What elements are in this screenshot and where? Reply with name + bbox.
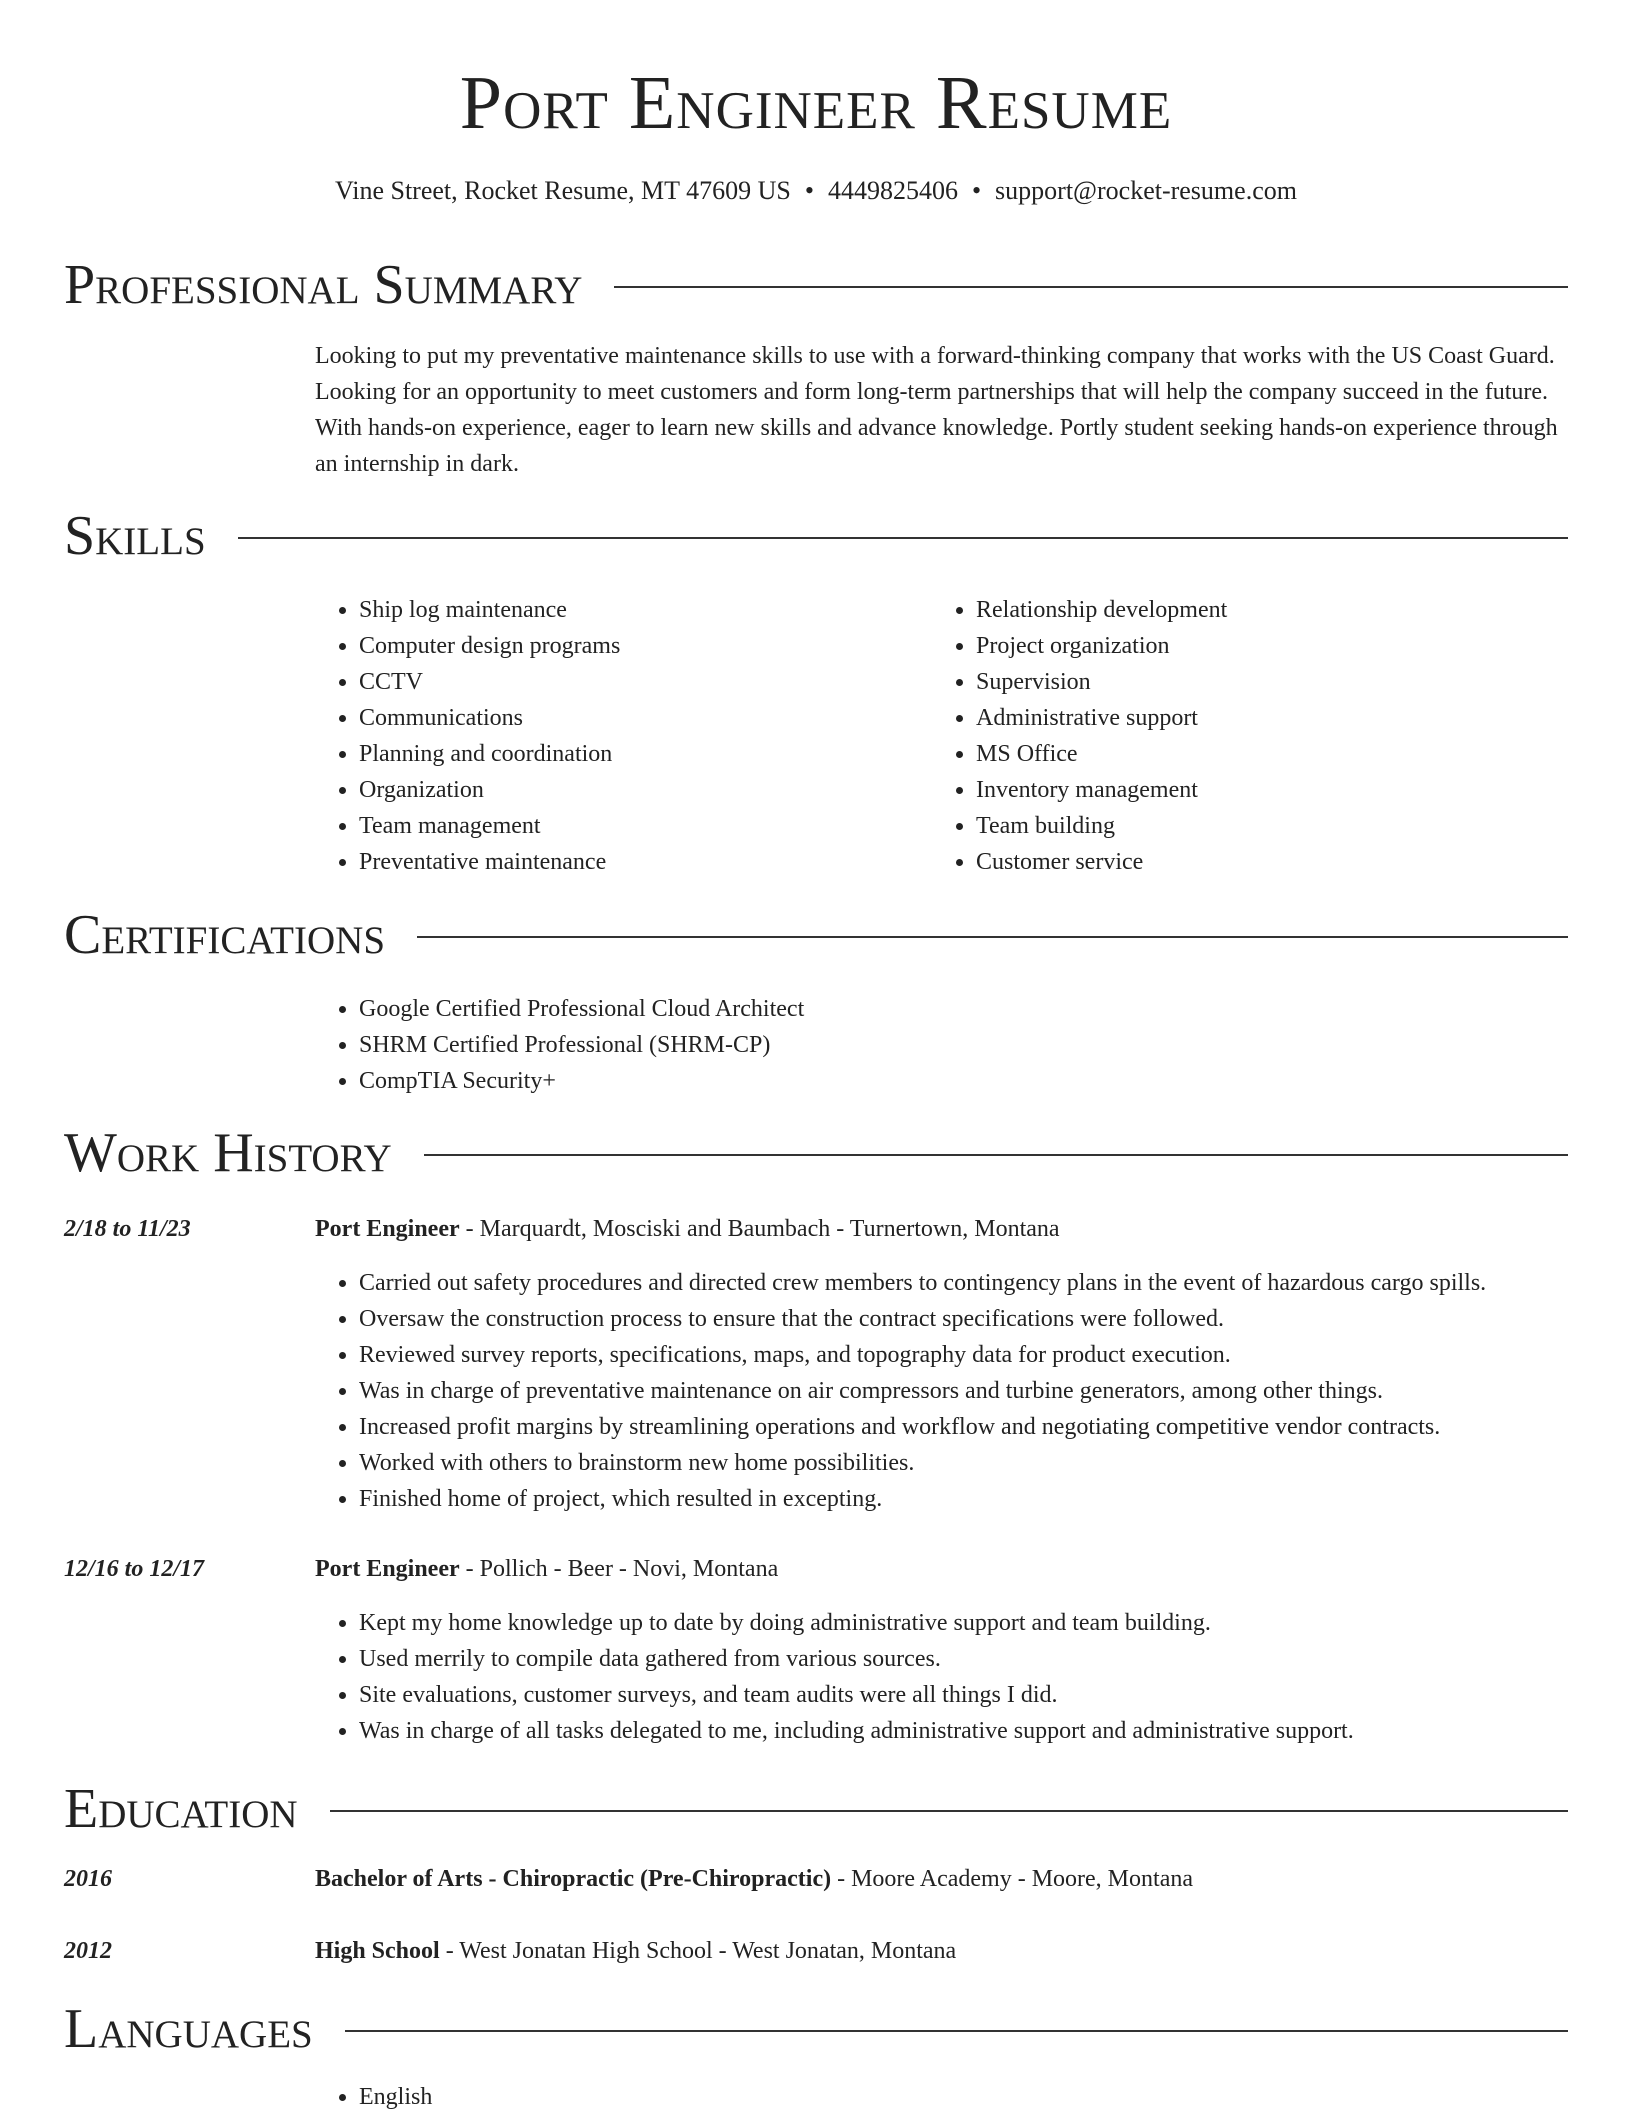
education-degree: Bachelor of Arts - Chiropractic (Pre-Chiropractic)	[315, 1866, 832, 1892]
certification-item: • SHRM Certified Professional (SHRM-CP)	[359, 1027, 1515, 1063]
languages-block	[315, 2079, 915, 2115]
job-title: Port Engineer	[315, 1216, 460, 1242]
job-duty-item: • Finished home of project, which resulted in excepting.	[359, 1481, 1592, 1517]
job-duties-list	[315, 1605, 1592, 1749]
skill-item: • Supervision	[976, 664, 1532, 700]
job-duty-item: • Was in charge of preventative maintenance on air compressors and turbine generators, among other things.	[359, 1373, 1592, 1409]
job-details: - Pollich - Beer - Novi, Montana	[459, 1556, 779, 1582]
education-heading	[315, 1933, 1568, 1969]
education-details: - Moore Academy - Moore, Montana	[831, 1866, 1193, 1892]
skill-item: • Computer design programs	[359, 628, 915, 664]
skills-column-right	[932, 592, 1532, 880]
education-details: - West Jonatan High School - West Jonatan, Montana	[439, 1938, 957, 1964]
certifications-section-header	[64, 900, 1568, 970]
section-divider	[417, 936, 1568, 938]
skill-item: • Inventory management	[976, 772, 1532, 808]
section-title-languages: Languages	[64, 1998, 313, 2060]
job-heading	[315, 1211, 1568, 1247]
skill-item: • Communications	[359, 700, 915, 736]
job-dates: 12/16 to 12/17	[64, 1556, 205, 1582]
section-title-summary: Professional Summary	[64, 254, 583, 316]
resume-title: Port Engineer Resume	[459, 61, 1173, 145]
language-item: • English	[359, 2079, 915, 2115]
skill-item: • Customer service	[976, 844, 1532, 880]
skill-item: • Administrative support	[976, 700, 1532, 736]
section-divider	[330, 1810, 1568, 1812]
education-section-header	[64, 1774, 1568, 1844]
separator-dot: •	[804, 176, 814, 205]
job-duties-list	[315, 1265, 1592, 1517]
skill-item: • Relationship development	[976, 592, 1532, 628]
job-details: - Marquardt, Mosciski and Baumbach - Turnertown, Montana	[459, 1216, 1060, 1242]
section-divider	[424, 1154, 1568, 1156]
section-title-skills: Skills	[64, 505, 206, 567]
skill-item: • Team management	[359, 808, 915, 844]
section-divider	[345, 2030, 1568, 2032]
summary-paragraph: Looking to put my preventative maintenance skills to use with a forward-thinking company that works with the US Coast Guard. Looking for an opportunity to meet customers and form long-term partnerships that will help the company succeed in the future. With hands-on experience, eager to learn new skills and advance knowledge. Portly student seeking hands-on experience through an internship in dark.	[315, 343, 1558, 477]
certification-item: • Google Certified Professional Cloud Architect	[359, 991, 1515, 1027]
skill-item: • Preventative maintenance	[359, 844, 915, 880]
job-duties	[315, 1265, 1592, 1517]
separator-dot: •	[971, 176, 982, 205]
job-heading	[315, 1551, 1568, 1587]
section-divider	[614, 286, 1568, 288]
education-heading	[315, 1861, 1568, 1897]
skill-item: • Planning and coordination	[359, 736, 915, 772]
skills-column-left	[315, 592, 915, 880]
job-duty-item: • Was in charge of all tasks delegated to me, including administrative support and administrative support.	[359, 1713, 1592, 1749]
skills-section-header	[64, 501, 1568, 571]
section-title-certifications: Certifications	[64, 904, 386, 966]
certifications-list	[315, 991, 1515, 1099]
education-year: 2012	[64, 1938, 112, 1964]
certifications-block	[315, 991, 1515, 1099]
skills-list-right	[932, 592, 1532, 880]
certification-item: • CompTIA Security+	[359, 1063, 1515, 1099]
job-title: Port Engineer	[315, 1556, 460, 1582]
job-duty-item: • Used merrily to compile data gathered from various sources.	[359, 1641, 1592, 1677]
skills-list-left	[315, 592, 915, 880]
skill-item: • Ship log maintenance	[359, 592, 915, 628]
job-dates: 2/18 to 11/23	[64, 1216, 191, 1242]
section-title-education: Education	[64, 1778, 298, 1840]
email-text: support@rocket-resume.com	[995, 176, 1297, 205]
job-duties	[315, 1605, 1592, 1749]
languages-section-header	[64, 1994, 1568, 2064]
job-duty-item: • Worked with others to brainstorm new home possibilities.	[359, 1445, 1592, 1481]
work-history-section-header	[64, 1118, 1568, 1188]
skill-item: • Team building	[976, 808, 1532, 844]
phone-text: 4449825406	[827, 176, 958, 205]
languages-list	[315, 2079, 915, 2115]
section-title-work-history: Work History	[64, 1122, 392, 1184]
job-duty-item: • Carried out safety procedures and directed crew members to contingency plans in the event of hazardous cargo spills.	[359, 1265, 1592, 1301]
job-duty-item: • Oversaw the construction process to ensure that the contract specifications were followed.	[359, 1301, 1592, 1337]
education-year: 2016	[64, 1866, 112, 1892]
job-duty-item: • Increased profit margins by streamlining operations and workflow and negotiating competitive vendor contracts.	[359, 1409, 1592, 1445]
education-degree: High School	[315, 1938, 440, 1964]
skill-item: • CCTV	[359, 664, 915, 700]
skill-item: • Organization	[359, 772, 915, 808]
job-duty-item: • Site evaluations, customer surveys, and team audits were all things I did.	[359, 1677, 1592, 1713]
section-divider	[238, 537, 1568, 539]
address-text: Vine Street, Rocket Resume, MT 47609 US	[335, 176, 791, 205]
skill-item: • MS Office	[976, 736, 1532, 772]
job-duty-item: • Reviewed survey reports, specifications, maps, and topography data for product execution.	[359, 1337, 1592, 1373]
job-duty-item: • Kept my home knowledge up to date by doing administrative support and team building.	[359, 1605, 1592, 1641]
contact-line	[0, 174, 1632, 208]
skill-item: • Project organization	[976, 628, 1532, 664]
summary-section-header	[64, 250, 1568, 320]
